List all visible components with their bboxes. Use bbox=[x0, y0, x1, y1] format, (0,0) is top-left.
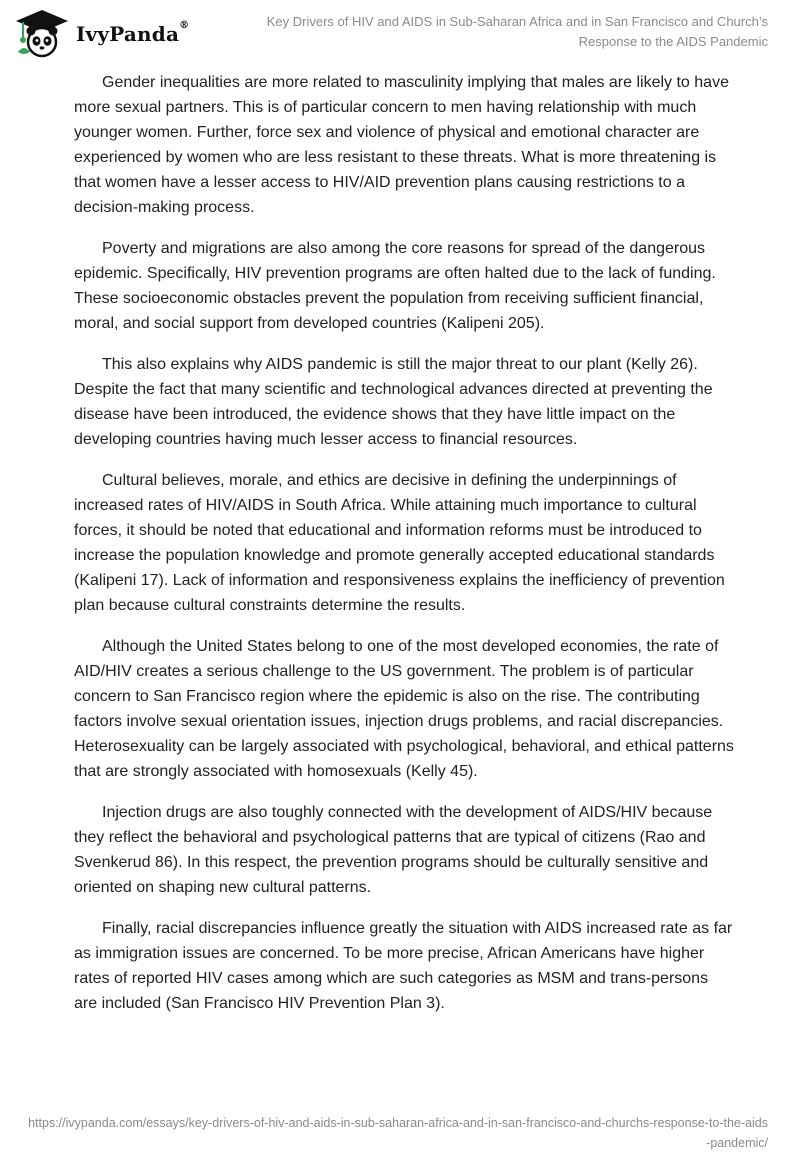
brand-name bbox=[76, 22, 189, 46]
source-url-link[interactable]: https://ivypanda.com/essays/key-drivers-of-hiv-and-aids-in-sub-saharan-africa-and-in-san-francisco-and-churchs-response-to-the-aids-pandemic/ bbox=[28, 1116, 768, 1150]
ivypanda-logo[interactable] bbox=[14, 8, 189, 58]
page-header bbox=[0, 0, 800, 60]
brand-text: IvyPanda bbox=[76, 22, 180, 46]
paragraph: Poverty and migrations are also among the core reasons for spread of the dangerous epidemic. Specifically, HIV prevention programs are often halted due to the lack of funding. These socioeconomic obstacles prevent the population from receiving sufficient financial, moral, and social support from developed countries (Kalipeni 205). bbox=[74, 240, 716, 332]
paragraph: Although the United States belong to one of the most developed economies, the rate of AID/HIV creates a serious challenge to the US government. The problem is of particular concern to San Francisco region where the epidemic is also on the rise. The contributing factors involve sexual orientation issues, injection drugs problems, and racial discrepancies. Heterosexuality can be largely associated with psychological, behavioral, and ethical patterns that are strongly associated with homosexuals (Kelly 45). bbox=[74, 638, 734, 780]
paragraph: Injection drugs are also toughly connected with the development of AIDS/HIV because they reflect the behavioral and psychological patterns that are typical of citizens (Rao and Svenkerud 86). In this respect, the prevention programs should be culturally sensitive and oriented on shaping new cultural patterns. bbox=[74, 804, 713, 896]
panda-graduation-cap-icon bbox=[14, 8, 70, 58]
document-title: Key Drivers of HIV and AIDS in Sub-Saharan Africa and in San Francisco and Church’s Response to the AIDS Pandemic bbox=[266, 14, 768, 49]
paragraph: This also explains why AIDS pandemic is still the major threat to our plant (Kelly 26). Despite the fact that many scientific and technological advances directed at preventing the disease have been introduced, the evidence shows that they have little impact on the developing countries having much lesser access to financial resources. bbox=[74, 356, 713, 448]
paragraph: Finally, racial discrepancies influence greatly the situation with AIDS increased rate as far as immigration issues are concerned. To be more precise, African Americans have higher rates of reported HIV cases among which are such categories as MSM and trans-persons are included (San Francisco HIV Prevention Plan 3). bbox=[74, 920, 733, 1012]
essay-body bbox=[74, 70, 734, 1032]
registered-mark: ® bbox=[179, 20, 190, 31]
paragraph: Cultural believes, morale, and ethics are decisive in defining the underpinnings of increased rates of HIV/AIDS in South Africa. While attaining much importance to cultural forces, it should be noted that educational and information reforms must be introduced to increase the population knowledge and promote generally accepted educational standards (Kalipeni 17). Lack of information and responsiveness explains the inefficiency of prevention plan because cultural constraints determine the results. bbox=[74, 472, 725, 614]
paragraph: Gender inequalities are more related to masculinity implying that males are likely to have more sexual partners. This is of particular concern to men having relationship with much younger women. Further, force sex and violence of physical and emotional character are experienced by women who are less resistant to these threats. What is more threatening is that women have a lesser access to HIV/AID prevention plans causing restrictions to a decision-making process. bbox=[74, 74, 729, 216]
